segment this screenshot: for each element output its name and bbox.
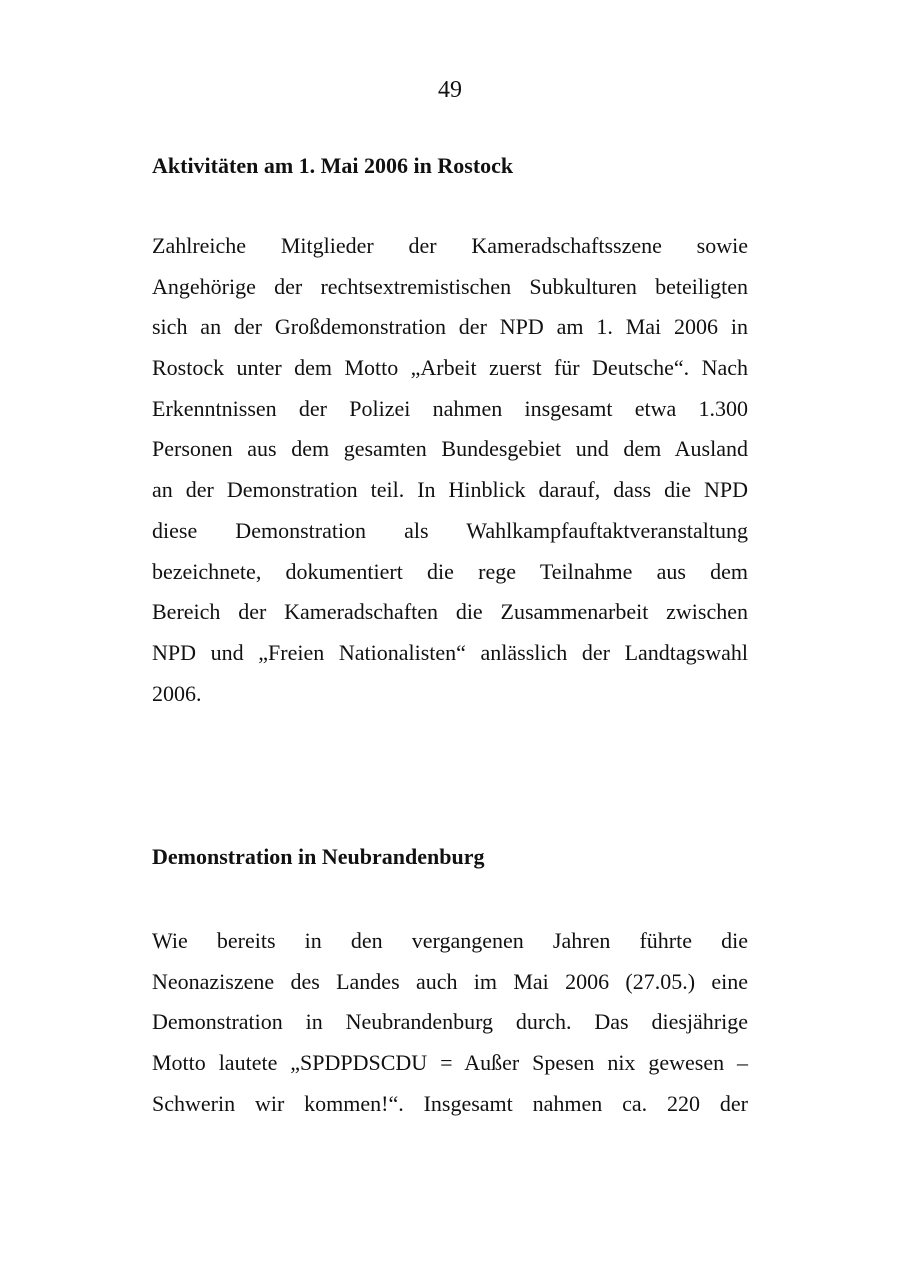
text-line: Schwerin wir kommen!“. Insgesamt nahmen ca. 220 der	[152, 1090, 748, 1116]
section-heading-container	[152, 151, 748, 181]
text-line: Angehörige der rechtsextremistischen Subkulturen beteiligten	[152, 273, 748, 299]
text-line: Rostock unter dem Motto „Arbeit zuerst für Deutsche“. Nach	[152, 355, 748, 381]
text-line: diese Demonstration als Wahlkampfauftaktveranstaltung	[152, 517, 748, 543]
section-body	[152, 921, 748, 1124]
section-heading: Aktivitäten am 1. Mai 2006 in Rostock	[152, 153, 514, 178]
text-line: an der Demonstration teil. In Hinblick darauf, dass die NPD	[152, 477, 748, 503]
text-line: NPD und „Freien Nationalisten“ anlässlich der Landtagswahl	[152, 639, 748, 665]
paragraph	[152, 226, 748, 714]
section-heading: Demonstration in Neubrandenburg	[152, 844, 485, 869]
text-line: bezeichnete, dokumentiert die rege Teilnahme aus dem	[152, 558, 748, 584]
text-line: Erkenntnissen der Polizei nahmen insgesamt etwa 1.300	[152, 395, 748, 421]
section-body	[152, 226, 748, 714]
text-line: Zahlreiche Mitglieder der Kameradschaftsszene sowie	[152, 233, 748, 258]
text-line: Motto lautete „SPDPDSCDU = Außer Spesen nix gewesen –	[152, 1050, 748, 1076]
text-line: Wie bereits in den vergangenen Jahren führte die	[152, 928, 748, 953]
text-line: Personen aus dem gesamten Bundesgebiet und dem Ausland	[152, 436, 748, 462]
text-line: Neonaziszene des Landes auch im Mai 2006 (27.05.) eine	[152, 968, 748, 994]
page-number: 49	[438, 77, 462, 103]
text-line: 2006.	[152, 680, 202, 706]
text-line: sich an der Großdemonstration der NPD am 1. Mai 2006 in	[152, 314, 748, 340]
section-heading-container	[152, 842, 748, 872]
text-line: Demonstration in Neubrandenburg durch. Das diesjährige	[152, 1009, 748, 1035]
text-line: Bereich der Kameradschaften die Zusammenarbeit zwischen	[152, 599, 748, 625]
paragraph	[152, 921, 748, 1124]
